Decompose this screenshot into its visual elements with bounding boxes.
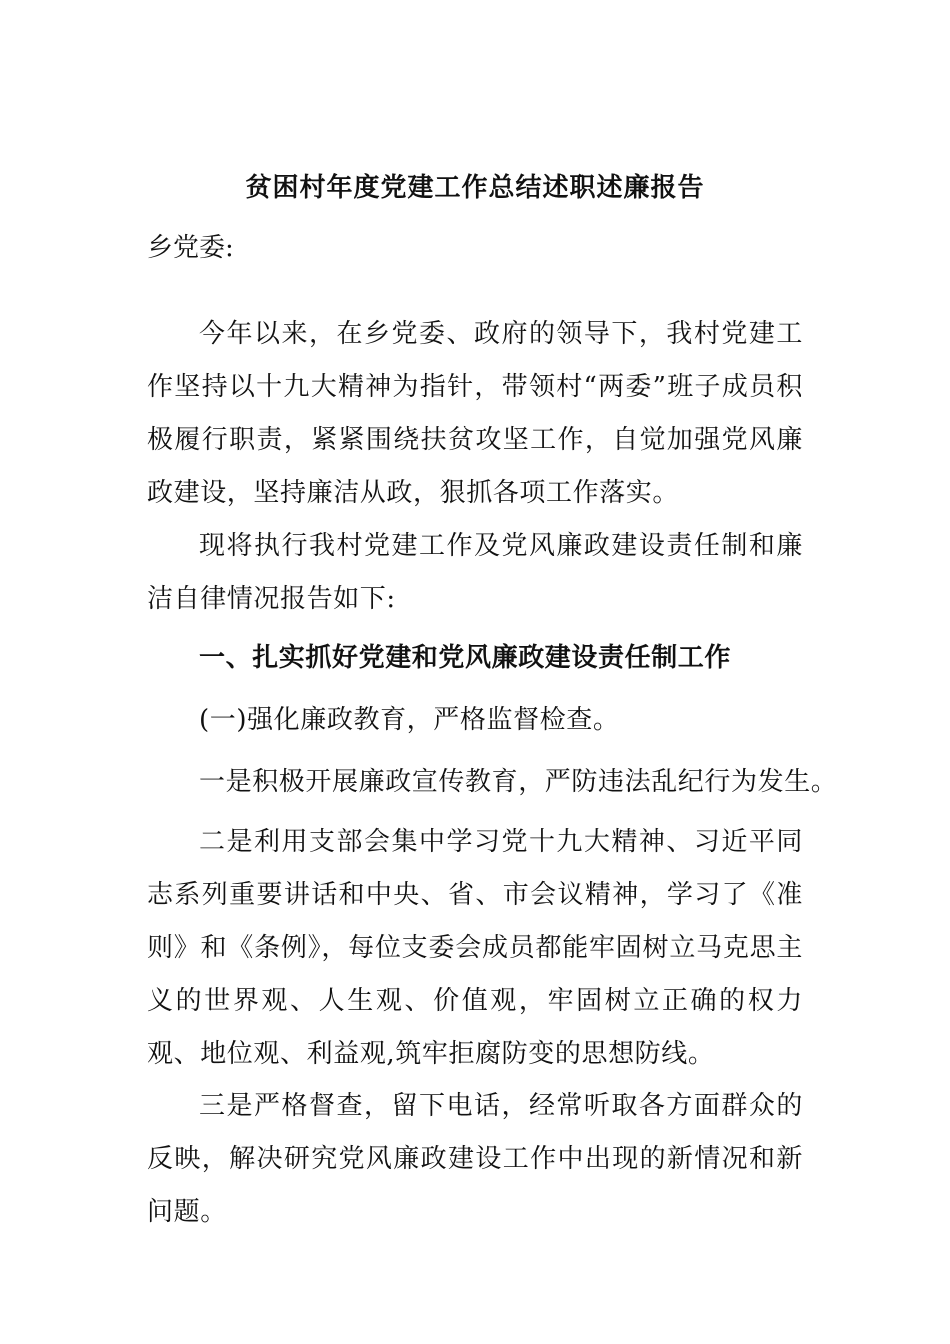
report-paragraph: 现将执行我村党建工作及党风廉政建设责任制和廉洁自律情况报告如下: <box>147 531 803 614</box>
point-two: 二是利用支部会集中学习党十九大精神、习近平同志系列重要讲话和中央、省、市会议精神，学习了《准则》和《条例》，每位支委会成员都能牢固树立马克思主义的世界观、人生观、价值观，牢固树立正确的权力观、地位观、利益观,筑牢拒腐防变的思想防线。 <box>147 827 803 1069</box>
document-title: 贫困村年度党建工作总结述职述廉报告 <box>245 173 705 203</box>
salutation: 乡党委: <box>147 233 234 263</box>
point-one: 一是积极开展廉政宣传教育，严防违法乱纪行为发生。 <box>199 767 838 797</box>
point-three: 三是严格督查，留下电话，经常听取各方面群众的反映，解决研究党风廉政建设工作中出现的新情况和新问题。 <box>147 1091 803 1227</box>
intro-paragraph: 今年以来，在乡党委、政府的领导下，我村党建工作坚持以十九大精神为指针，带领村“两委”班子成员积极履行职责，紧紧围绕扶贫攻坚工作，自觉加强党风廉政建设，坚持廉洁从政，狠抓各项工作落实。 <box>147 319 803 508</box>
subsection-heading: (一)强化廉政教育，严格监督检查。 <box>199 705 620 735</box>
section-heading: 一、扎实抓好党建和党风廉政建设责任制工作 <box>199 643 732 673</box>
